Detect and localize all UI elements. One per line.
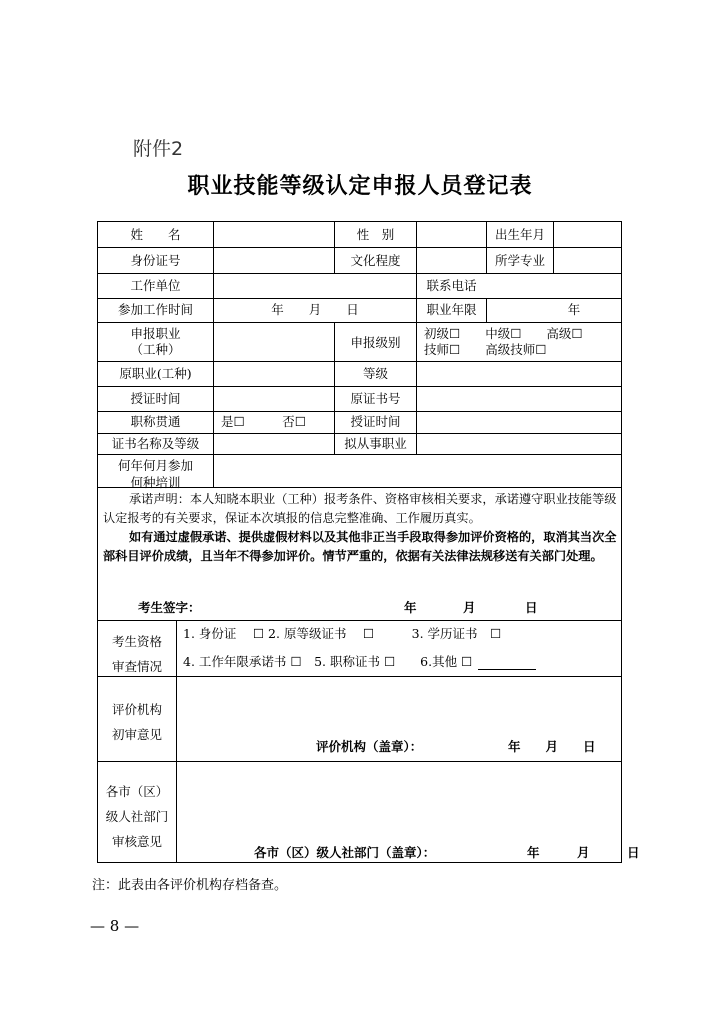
intended-job-field[interactable] (417, 434, 621, 454)
birth-field[interactable] (554, 222, 621, 247)
signature-month: 月 (463, 600, 476, 615)
cert-time-field[interactable] (214, 387, 334, 411)
level-options-line1[interactable]: 初级☐ 中级☐ 高级☐ (424, 326, 583, 341)
orig-cert-no-field[interactable] (417, 387, 621, 411)
employer-label: 工作单位 (130, 278, 181, 293)
apply-job-label (98, 326, 213, 359)
pledge-warning: 如有通过虚假承诺、提供虚假材料以及其他非正当手段取得参加评价资格的，取消其当次全部科目评价成绩，且当年不得参加评价。情节严重的，依据有关法律法规移送有关部门处理。 (103, 530, 617, 563)
cert-name-field[interactable] (214, 434, 334, 454)
training-label-line2: 何种培训 (130, 475, 181, 490)
cert-time-label: 授证时间 (130, 391, 181, 406)
hrss-stamp: 各市（区）级人社部门（盖章）： (254, 845, 436, 860)
hrss-label-line3: 审核意见 (111, 834, 162, 849)
review-items-row2[interactable] (183, 654, 536, 670)
education-field[interactable] (417, 248, 486, 273)
hrss-label (98, 779, 176, 854)
signature-day: 日 (525, 600, 538, 615)
signature-field[interactable] (210, 598, 390, 616)
grade-label: 等级 (362, 366, 388, 381)
org-stamp: 评价机构（盖章）： (316, 739, 423, 754)
training-label (98, 457, 213, 491)
other-underline[interactable] (478, 657, 536, 670)
grade-field[interactable] (417, 362, 621, 386)
hrss-label-line1: 各市（区） (105, 784, 169, 799)
gender-label: 性 别 (356, 227, 395, 242)
apply-job-field[interactable] (214, 323, 334, 361)
work-start-label: 参加工作时间 (117, 302, 193, 317)
org-label-line2: 初审意见 (111, 727, 162, 742)
org-opinion-field[interactable] (177, 677, 621, 735)
name-field[interactable] (214, 222, 334, 247)
org-label (98, 697, 176, 747)
hrss-label-line2: 级人社部门 (105, 809, 169, 824)
cert-time-2-label: 授证时间 (350, 414, 401, 429)
employer-field[interactable] (214, 274, 416, 298)
training-field[interactable] (214, 455, 621, 487)
hrss-opinion-field[interactable] (177, 762, 621, 840)
review-items-row1[interactable]: 1. 身份证 ☐ 2. 原等级证书 ☐ 3. 学历证书 ☐ (183, 626, 502, 641)
hrss-date: 年 月 日 (527, 845, 640, 860)
phone-label: 联系电话 (426, 278, 477, 293)
cert-name-label: 证书名称及等级 (111, 436, 200, 451)
id-number-field[interactable] (214, 248, 334, 273)
orig-job-label: 原职业(工种) (119, 366, 192, 381)
footnote: 注：此表由各评价机构存档备查。 (92, 878, 288, 893)
page-number: — 8 — (90, 917, 140, 935)
review-label (98, 629, 176, 679)
orig-job-field[interactable] (214, 362, 334, 386)
apply-job-label-line1: 申报职业 (130, 326, 181, 341)
attachment-label: 附件2 (133, 138, 184, 160)
training-label-line1: 何年何月参加 (117, 458, 193, 473)
major-field[interactable] (554, 248, 621, 273)
form-title: 职业技能等级认定申报人员登记表 (187, 174, 533, 199)
orig-cert-no-label: 原证书号 (350, 391, 401, 406)
review-label-line2: 审查情况 (111, 659, 162, 674)
birth-label: 出生年月 (494, 227, 545, 242)
cert-time-2-field[interactable] (417, 412, 621, 433)
apply-job-label-line2: （工种） (130, 342, 181, 358)
apply-level-label: 申报级别 (350, 335, 401, 350)
org-date: 年 月 日 (508, 739, 596, 754)
org-label-line1: 评价机构 (111, 702, 162, 717)
intended-job-label: 拟从事职业 (344, 436, 407, 451)
review-items-row2-text[interactable]: 4. 工作年限承诺书 ☐ 5. 职称证书 ☐ 6.其他 ☐ (183, 654, 473, 669)
work-start-date[interactable]: 年 月 日 (271, 302, 359, 317)
title-link-label: 职称贯通 (130, 414, 181, 429)
gender-field[interactable] (417, 222, 486, 247)
work-years-field[interactable]: 年 (567, 302, 581, 317)
signature-year: 年 (404, 600, 417, 615)
id-number-label: 身份证号 (130, 253, 181, 268)
pledge-statement: 承诺声明：本人知晓本职业（工种）报考条件、资格审核相关要求，承诺遵守职业技能等级认定报考的有关要求，保证本次填报的信息完整准确、工作履历真实。 (103, 492, 617, 525)
review-label-line1: 考生资格 (111, 634, 162, 649)
phone-field[interactable] (487, 274, 621, 298)
education-label: 文化程度 (350, 253, 401, 268)
title-link-options[interactable]: 是☐ 否☐ (221, 414, 306, 429)
level-options[interactable] (424, 326, 583, 359)
major-label: 所学专业 (494, 253, 545, 268)
level-options-line2[interactable]: 技师☐ 高级技师☐ (424, 342, 547, 358)
work-years-label: 职业年限 (426, 302, 477, 317)
signature-label: 考生签字： (138, 600, 201, 615)
name-label: 姓 名 (130, 227, 181, 242)
